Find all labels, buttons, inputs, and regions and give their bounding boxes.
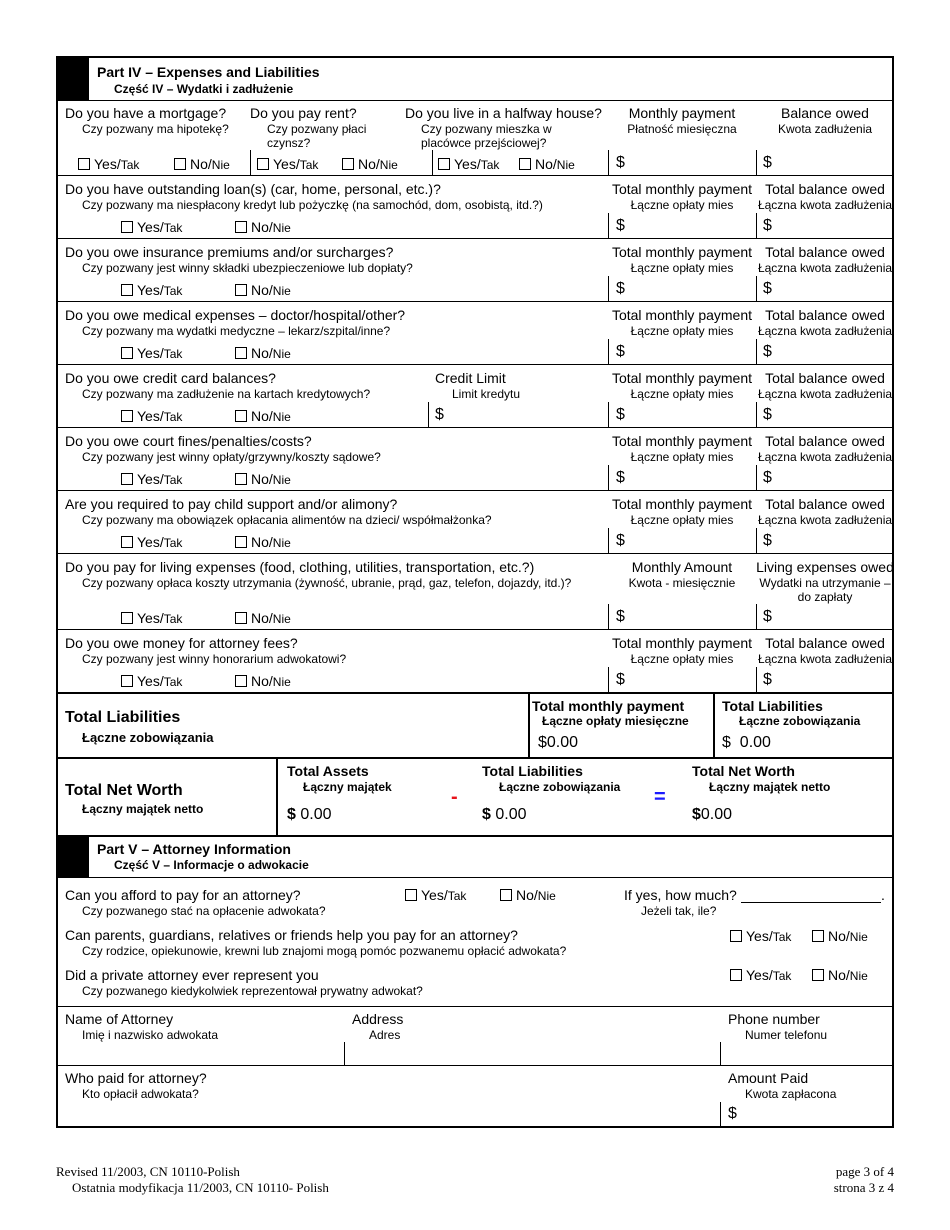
total-liabilities-title-pl: Łączne zobowiązania	[82, 730, 214, 745]
monthly-amount-label: Monthly Amount	[631, 559, 733, 575]
total-balance-owed-label: Total balance owed	[765, 244, 885, 260]
net-worth-title: Total Net Worth	[65, 782, 183, 799]
total-balance-field[interactable]: $	[763, 532, 772, 549]
total-monthly-field[interactable]: $	[616, 406, 625, 423]
total-balance-owed-label-pl: Łączna kwota zadłużenia	[757, 387, 893, 401]
q-rent-pl1: Czy pozwany płaci	[267, 122, 367, 136]
q-living: Do you pay for living expenses (food, clothing, utilities, transportation, etc.?)	[65, 559, 535, 575]
insurance-no[interactable]: No/Nie	[235, 282, 291, 298]
monthly-amount-field[interactable]: $	[616, 608, 625, 625]
checkbox-icon[interactable]	[121, 536, 133, 548]
monthly-payment-field[interactable]: $	[616, 154, 625, 171]
total-balance-owed-label-pl: Łączna kwota zadłużenia	[757, 324, 893, 338]
credit-limit-label-pl: Limit kredytu	[452, 387, 521, 401]
tl-total-label-pl: Łączne zobowiązania	[739, 714, 861, 728]
total-monthly-payment-label: Total monthly payment	[611, 307, 753, 323]
part5-title-pl: Część V – Informacje o adwokacie	[114, 858, 309, 872]
checkbox-icon[interactable]	[405, 889, 417, 901]
address-label: Address	[352, 1011, 404, 1027]
total-monthly-payment-label: Total monthly payment	[611, 181, 753, 197]
q-halfway: Do you live in a halfway house?	[405, 105, 602, 121]
how-much-field[interactable]	[741, 902, 881, 903]
checkbox-icon[interactable]	[519, 158, 531, 170]
net-worth-title-pl: Łączny majątek netto	[82, 802, 204, 816]
checkbox-icon[interactable]	[257, 158, 269, 170]
total-balance-field[interactable]: $	[763, 217, 772, 234]
q-mortgage: Do you have a mortgage?	[65, 105, 227, 121]
checkbox-icon[interactable]	[235, 347, 247, 359]
checkbox-icon[interactable]	[342, 158, 354, 170]
total-monthly-field[interactable]: $	[616, 280, 625, 297]
q-private-attorney-pl: Czy pozwanego kiedykolwiek reprezentował prywatny adwokat?	[82, 984, 423, 998]
checkbox-icon[interactable]	[121, 284, 133, 296]
minus-sign: -	[451, 786, 458, 808]
total-monthly-payment-label-pl: Łączne opłaty mies	[630, 198, 734, 212]
parents-no[interactable]: No/Nie	[812, 928, 868, 944]
how-much-period: .	[881, 887, 885, 903]
balance-owed-label-pl: Kwota zadłużenia	[777, 122, 873, 136]
part4-title-pl: Część IV – Wydatki i zadłużenie	[114, 82, 294, 96]
monthly-amount-label-pl: Kwota - miesięcznie	[628, 576, 736, 590]
tl-monthly-label: Total monthly payment	[532, 698, 685, 714]
attorney-name-label: Name of Attorney	[65, 1011, 174, 1027]
total-balance-owed-label: Total balance owed	[765, 181, 885, 197]
living-owed-field[interactable]: $	[763, 608, 772, 625]
balance-owed-field[interactable]: $	[763, 154, 772, 171]
total-balance-owed-label: Total balance owed	[765, 635, 885, 651]
checkbox-icon[interactable]	[174, 158, 186, 170]
q-loans-pl: Czy pozwany ma niespłacony kredyt lub pożyczkę (na samochód, dom, osobistą, itd.?)	[82, 198, 543, 212]
q-fines-pl: Czy pozwany jest winny opłaty/grzywny/koszty sądowe?	[82, 450, 381, 464]
total-assets-value[interactable]: $ 0.00	[287, 806, 332, 823]
q-rent: Do you pay rent?	[250, 105, 357, 121]
credit-limit-field[interactable]: $	[435, 406, 444, 423]
checkbox-icon[interactable]	[235, 221, 247, 233]
total-monthly-field[interactable]: $	[616, 671, 625, 688]
checkbox-icon[interactable]	[121, 347, 133, 359]
total-monthly-payment-label-pl: Łączne opłaty mies	[630, 652, 734, 666]
amount-paid-label: Amount Paid	[728, 1070, 809, 1086]
mortgage-yes[interactable]: Yes/Tak	[78, 156, 139, 172]
total-liabilities-title: Total Liabilities	[65, 709, 181, 726]
how-much-label-pl: Jeżeli tak, ile?	[641, 904, 717, 918]
credit-limit-label: Credit Limit	[435, 370, 506, 386]
rent-no[interactable]: No/Nie	[342, 156, 398, 172]
fines-yes[interactable]: Yes/Tak	[121, 471, 182, 487]
tl-monthly-value[interactable]: $0.00	[538, 734, 579, 751]
total-monthly-payment-label: Total monthly payment	[611, 370, 753, 386]
part4-title: Part IV – Expenses and Liabilities	[97, 64, 320, 80]
total-monthly-payment-label-pl: Łączne opłaty mies	[630, 324, 734, 338]
financial-form	[56, 56, 894, 1128]
checkbox-icon[interactable]	[812, 930, 824, 942]
how-much-label: If yes, how much?	[624, 887, 737, 903]
living-no[interactable]: No/Nie	[235, 610, 291, 626]
tl-total-label: Total Liabilities	[722, 698, 823, 714]
private-yes[interactable]: Yes/Tak	[730, 967, 791, 983]
q-rent-pl2: czynsz?	[267, 136, 311, 150]
afford-yes[interactable]: Yes/Tak	[405, 887, 466, 903]
footer-revised: Revised 11/2003, CN 10110-Polish	[56, 1164, 240, 1179]
part5-title: Part V – Attorney Information	[97, 841, 291, 857]
attorney-name-label-pl: Imię i nazwisko adwokata	[82, 1028, 219, 1042]
total-monthly-field[interactable]: $	[616, 469, 625, 486]
q-afford-pl: Czy pozwanego stać na opłacenie adwokata?	[82, 904, 326, 918]
q-halfway-pl1: Czy pozwany mieszka w	[421, 122, 552, 136]
total-balance-owed-label-pl: Łączna kwota zadłużenia	[757, 450, 893, 464]
afford-no[interactable]: No/Nie	[500, 887, 556, 903]
private-no[interactable]: No/Nie	[812, 967, 868, 983]
total-assets-label-pl: Łączny majątek	[303, 780, 392, 794]
fines-no[interactable]: No/Nie	[235, 471, 291, 487]
q-mortgage-pl: Czy pozwany ma hipotekę?	[82, 122, 229, 136]
nw-total-label-pl: Łączny majątek netto	[709, 780, 831, 794]
attorney-fees-no[interactable]: No/Nie	[235, 673, 291, 689]
total-monthly-payment-label: Total monthly payment	[611, 244, 753, 260]
address-field[interactable]	[345, 1043, 720, 1065]
parents-yes[interactable]: Yes/Tak	[730, 928, 791, 944]
q-attorney-fees: Do you owe money for attorney fees?	[65, 635, 298, 651]
checkbox-icon[interactable]	[235, 536, 247, 548]
tl-monthly-label-pl: Łączne opłaty miesięczne	[542, 714, 689, 728]
balance-owed-label: Balance owed	[781, 105, 869, 121]
q-medical: Do you owe medical expenses – doctor/hospital/other?	[65, 307, 406, 323]
nw-liabilities-value[interactable]: $ 0.00	[482, 806, 527, 823]
living-expenses-owed-label: Living expenses owed	[756, 559, 894, 575]
total-balance-field[interactable]: $	[763, 671, 772, 688]
checkbox-icon[interactable]	[500, 889, 512, 901]
amount-paid-label-pl: Kwota zapłacona	[745, 1087, 837, 1101]
who-paid-label-pl: Kto opłacił adwokata?	[82, 1087, 199, 1101]
credit-yes[interactable]: Yes/Tak	[121, 408, 182, 424]
loans-no[interactable]: No/Nie	[235, 219, 291, 235]
total-monthly-payment-label: Total monthly payment	[611, 635, 753, 651]
total-monthly-field[interactable]: $	[616, 343, 625, 360]
rent-yes[interactable]: Yes/Tak	[257, 156, 318, 172]
total-monthly-payment-label: Total monthly payment	[611, 433, 753, 449]
who-paid-label: Who paid for attorney?	[65, 1070, 207, 1086]
q-living-pl: Czy pozwany opłaca koszty utrzymania (żywność, ubranie, prąd, gaz, telefon, dojazdy, itd.)?	[82, 576, 572, 590]
total-monthly-field[interactable]: $	[616, 532, 625, 549]
q-parents-pl: Czy rodzice, opiekunowie, krewni lub znajomi mogą pomóc pozwanemu opłacić adwokata?	[82, 944, 567, 958]
phone-label: Phone number	[728, 1011, 820, 1027]
checkbox-icon[interactable]	[121, 473, 133, 485]
nw-total-value[interactable]: $0.00	[692, 806, 733, 823]
checkbox-icon[interactable]	[121, 221, 133, 233]
checkbox-icon[interactable]	[235, 410, 247, 422]
total-monthly-payment-label: Total monthly payment	[611, 496, 753, 512]
monthly-payment-label-pl: Płatność miesięczna	[627, 122, 737, 136]
total-monthly-payment-label-pl: Łączne opłaty mies	[630, 450, 734, 464]
total-balance-owed-label: Total balance owed	[765, 433, 885, 449]
q-insurance: Do you owe insurance premiums and/or surcharges?	[65, 244, 394, 260]
checkbox-icon[interactable]	[235, 612, 247, 624]
mortgage-no[interactable]: No/Nie	[174, 156, 230, 172]
total-balance-owed-label-pl: Łączna kwota zadłużenia	[757, 513, 893, 527]
total-balance-field[interactable]: $	[763, 343, 772, 360]
phone-field[interactable]	[721, 1043, 892, 1065]
checkbox-icon[interactable]	[121, 612, 133, 624]
tl-total-value[interactable]: $ 0.00	[722, 734, 771, 751]
q-private-attorney: Did a private attorney ever represent you	[65, 967, 319, 983]
total-monthly-payment-label-pl: Łączne opłaty mies	[630, 387, 734, 401]
section-marker	[58, 58, 89, 100]
total-balance-field[interactable]: $	[763, 280, 772, 297]
total-balance-owed-label: Total balance owed	[765, 370, 885, 386]
total-balance-owed-label: Total balance owed	[765, 496, 885, 512]
q-support-pl: Czy pozwany ma obowiązek opłacania alimentów na dzieci/ współmałżonka?	[82, 513, 492, 527]
nw-liabilities-label-pl: Łączne zobowiązania	[499, 780, 621, 794]
q-fines: Do you owe court fines/penalties/costs?	[65, 433, 312, 449]
total-balance-owed-label: Total balance owed	[765, 307, 885, 323]
q-medical-pl: Czy pozwany ma wydatki medyczne – lekarz/szpital/inne?	[82, 324, 391, 338]
q-loans: Do you have outstanding loan(s) (car, home, personal, etc.)?	[65, 181, 441, 197]
halfway-yes[interactable]: Yes/Tak	[438, 156, 499, 172]
living-expenses-owed-label-pl2: do zapłaty	[797, 590, 853, 604]
total-balance-owed-label-pl: Łączna kwota zadłużenia	[757, 261, 893, 275]
attorney-fees-yes[interactable]: Yes/Tak	[121, 673, 182, 689]
footer-page-pl: strona 3 z 4	[833, 1180, 894, 1195]
total-balance-owed-label-pl: Łączna kwota zadłużenia	[757, 198, 893, 212]
total-balance-field[interactable]: $	[763, 406, 772, 423]
q-attorney-fees-pl: Czy pozwany jest winny honorarium adwokatowi?	[82, 652, 347, 666]
checkbox-icon[interactable]	[78, 158, 90, 170]
credit-no[interactable]: No/Nie	[235, 408, 291, 424]
medical-no[interactable]: No/Nie	[235, 345, 291, 361]
checkbox-icon[interactable]	[438, 158, 450, 170]
medical-yes[interactable]: Yes/Tak	[121, 345, 182, 361]
checkbox-icon[interactable]	[235, 675, 247, 687]
checkbox-icon[interactable]	[121, 675, 133, 687]
q-parents: Can parents, guardians, relatives or friends help you pay for an attorney?	[65, 927, 518, 943]
amount-paid-field[interactable]: $	[728, 1105, 737, 1122]
support-no[interactable]: No/Nie	[235, 534, 291, 550]
who-paid-field[interactable]	[58, 1103, 718, 1125]
total-monthly-payment-label-pl: Łączne opłaty mies	[630, 513, 734, 527]
q-insurance-pl: Czy pozwany jest winny składki ubezpieczeniowe lub dopłaty?	[82, 261, 413, 275]
checkbox-icon[interactable]	[235, 473, 247, 485]
q-credit: Do you owe credit card balances?	[65, 370, 276, 386]
total-balance-field[interactable]: $	[763, 469, 772, 486]
monthly-payment-label: Monthly payment	[628, 105, 736, 121]
address-label-pl: Adres	[369, 1028, 401, 1042]
halfway-no[interactable]: No/Nie	[519, 156, 575, 172]
loans-yes[interactable]: Yes/Tak	[121, 219, 182, 235]
checkbox-icon[interactable]	[730, 930, 742, 942]
total-balance-owed-label-pl: Łączna kwota zadłużenia	[757, 652, 893, 666]
q-halfway-pl2: placówce przejściowej?	[421, 136, 547, 150]
q-support: Are you required to pay child support and/or alimony?	[65, 496, 398, 512]
total-monthly-payment-label-pl: Łączne opłaty mies	[630, 261, 734, 275]
checkbox-icon[interactable]	[812, 969, 824, 981]
attorney-name-field[interactable]	[58, 1043, 344, 1065]
nw-liabilities-label: Total Liabilities	[482, 763, 583, 779]
footer-page: page 3 of 4	[835, 1164, 894, 1179]
q-credit-pl: Czy pozwany ma zadłużenie na kartach kredytowych?	[82, 387, 371, 401]
nw-total-label: Total Net Worth	[692, 763, 795, 779]
checkbox-icon[interactable]	[235, 284, 247, 296]
footer-revised-pl: Ostatnia modyfikacja 11/2003, CN 10110- Polish	[72, 1180, 329, 1195]
total-monthly-field[interactable]: $	[616, 217, 625, 234]
checkbox-icon[interactable]	[730, 969, 742, 981]
living-expenses-owed-label-pl1: Wydatki na utrzymanie –	[759, 576, 891, 590]
section-marker	[58, 836, 89, 877]
total-assets-label: Total Assets	[287, 763, 369, 779]
equals-sign: =	[654, 786, 666, 808]
checkbox-icon[interactable]	[121, 410, 133, 422]
q-afford: Can you afford to pay for an attorney?	[65, 887, 301, 903]
phone-label-pl: Numer telefonu	[745, 1028, 828, 1042]
insurance-yes[interactable]: Yes/Tak	[121, 282, 182, 298]
living-yes[interactable]: Yes/Tak	[121, 610, 182, 626]
support-yes[interactable]: Yes/Tak	[121, 534, 182, 550]
